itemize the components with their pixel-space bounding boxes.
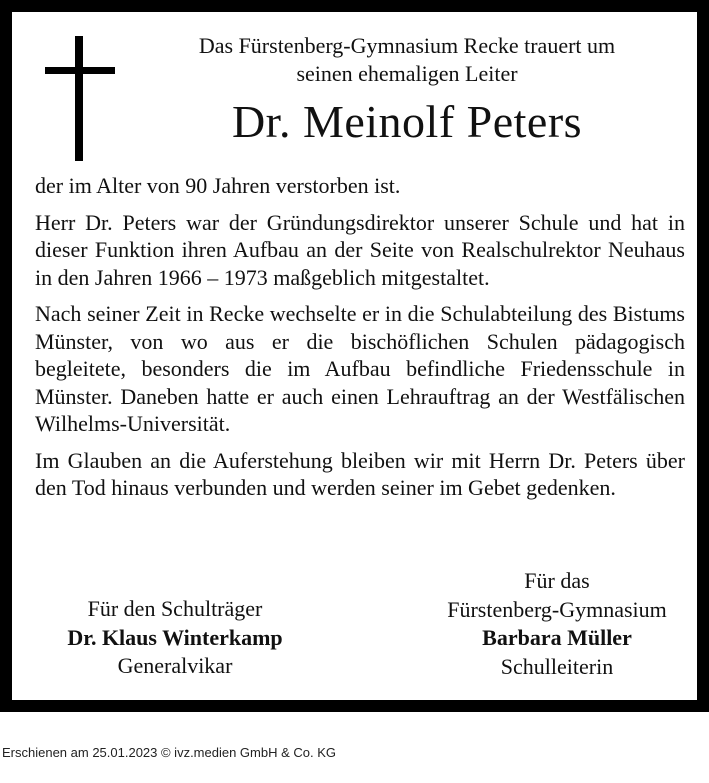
signature-left-line: Für den Schulträger <box>87 596 263 621</box>
signature-left <box>35 595 315 681</box>
paragraph-1: der im Alter von 90 Jahren verstorben ist. <box>35 173 401 198</box>
signature-right-line-2: Fürstenberg-Gymnasium <box>447 596 667 622</box>
signature-right <box>407 567 707 681</box>
intro-text <box>112 32 702 88</box>
signature-right-name: Barbara Müller <box>482 625 632 650</box>
paragraph-4: Im Glauben an die Auferstehung bleiben wir mit Herrn Dr. Peters über den Tod hinaus verbunden und werden seiner im Gebet gedenken. <box>35 447 685 500</box>
signature-right-line-1: Für das <box>524 568 590 593</box>
paragraph-2: Herr Dr. Peters war der Gründungsdirektor unserer Schule und hat in dieser Funktion ihren Aufbau an der Seite von Realschulrektor Neuhaus in den Jahren 1966 – 1973 maßgeblich mitgestaltet. <box>35 209 685 290</box>
deceased-name: Dr. Meinolf Peters <box>231 96 583 147</box>
intro-line-2: seinen ehemaligen Leiter <box>296 61 518 86</box>
intro-line-1: Das Fürstenberg-Gymnasium Recke trauert um <box>198 33 616 58</box>
signature-right-role: Schulleiterin <box>500 653 614 679</box>
paragraph-3: Nach seiner Zeit in Recke wechselte er in die Schulabteilung des Bistums Münster, von wo aus er die bischöflichen Schulen pädagogisch begleitete, besonders die im Aufbau befindliche Friedensschule in Münster. Daneben hatte er auch einen Lehrauftrag an der Westfälischen Wilhelms-Universität. <box>35 301 685 436</box>
publication-footer: Erschienen am 25.01.2023 © ivz.medien GmbH & Co. KG <box>2 745 337 760</box>
cross-icon <box>45 36 115 161</box>
signature-left-role: Generalvikar <box>117 653 233 678</box>
signature-left-name: Dr. Klaus Winterkamp <box>67 624 283 650</box>
notice-body <box>35 172 685 511</box>
